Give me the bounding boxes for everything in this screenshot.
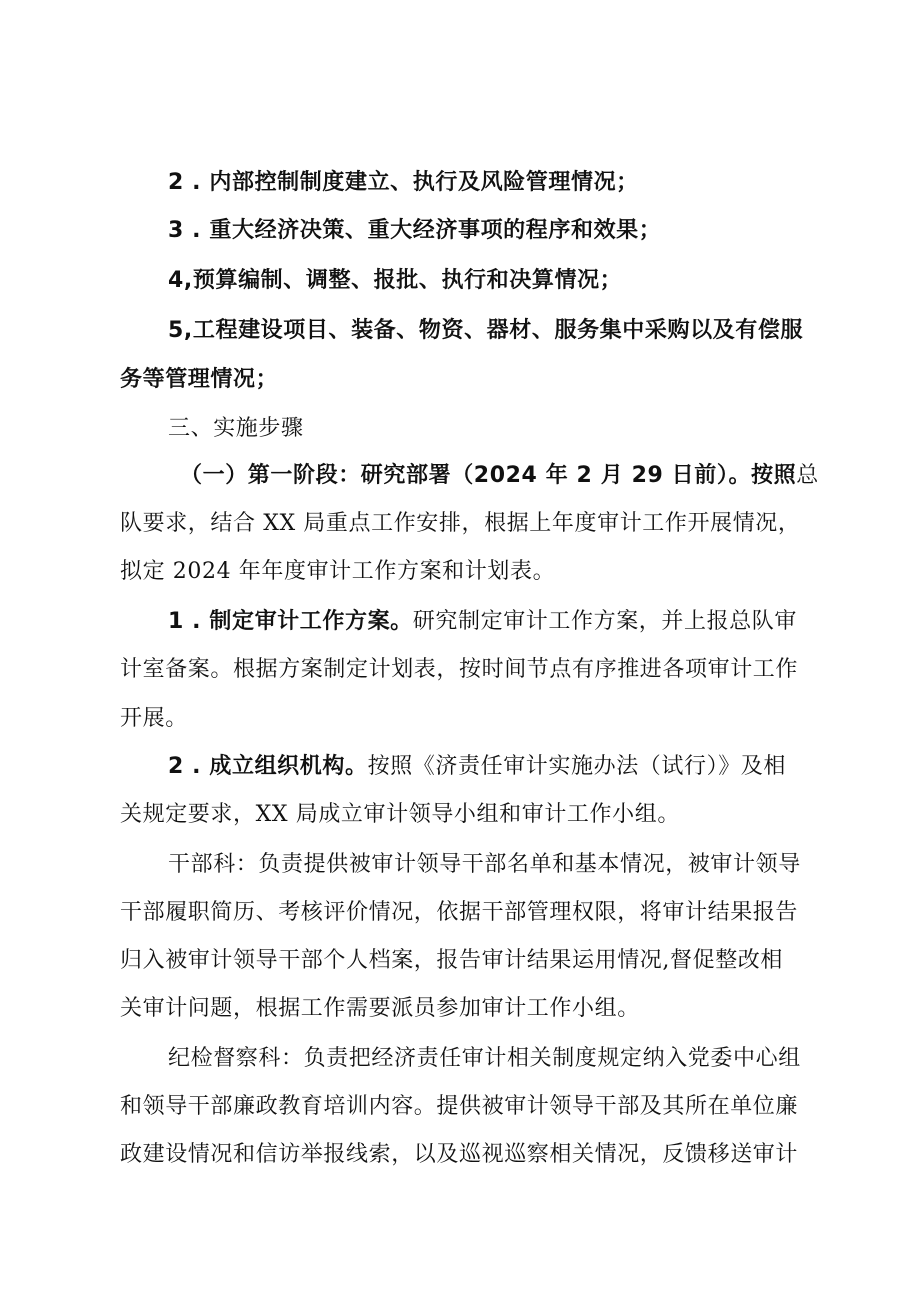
section-heading: 三、实施步骤 [168,416,304,441]
item-2-text: 按照《济责任审计实施办法（试行）》及相 [367,754,786,779]
cadre-line-1: 干部科：负责提供被审计领导干部名单和基本情况，被审计领导 [168,852,801,877]
item-2-line-2: 关规定要求，XX 局成立审计领导小组和审计工作小组。 [120,802,680,827]
discipline-line-3: 政建设情况和信访举报线索，以及巡视巡察相关情况，反馈移送审计 [120,1142,799,1167]
phase-one-line-2: 队要求，结合 XX 局重点工作安排，根据上年度审计工作开展情况， [120,511,801,536]
list-item-2: 2 . 内部控制制度建立、执行及风险管理情况； [168,170,639,195]
discipline-line-2: 和领导干部廉政教育培训内容。提供被审计领导干部及其所在单位廉 [120,1094,799,1119]
list-item-5: 5,工程建设项目、装备、物资、器材、服务集中采购以及有偿服 [168,318,804,343]
phase-one-heading: （一）第一阶段：研究部署（2024 年 2 月 29 日前）。按照 [180,463,797,488]
item-1-title: 1 . 制定审计工作方案。 [168,609,413,634]
item-2-line-1 [168,752,786,782]
item-2-title: 2 . 成立组织机构。 [168,754,368,779]
item-1-text: 研究制定审计工作方案，并上报总队审 [412,609,797,634]
list-item-3: 3 . 重大经济决策、重大经济事项的程序和效果； [168,218,662,243]
list-item-5-continued: 务等管理情况； [120,367,279,392]
cadre-line-2: 干部履职简历、考核评价情况，依据干部管理权限，将审计结果报告 [120,900,799,925]
phase-one-line-1 [180,461,819,491]
item-1-line-1 [168,607,797,637]
cadre-line-3: 归入被审计领导干部个人档案，报告审计结果运用情况,督促整改相 [120,948,783,973]
list-item-4: 4,预算编制、调整、报批、执行和决算情况； [168,268,623,293]
item-1-line-2: 计室备案。根据方案制定计划表，按时间节点有序推进各项审计工作 [120,657,799,682]
phase-one-line-3: 拟定 2024 年年度审计工作方案和计划表。 [120,559,556,584]
discipline-line-1: 纪检督察科：负责把经济责任审计相关制度规定纳入党委中心组 [168,1046,801,1071]
cadre-line-4: 关审计问题，根据工作需要派员参加审计工作小组。 [120,996,640,1021]
item-1-line-3: 开展。 [120,706,188,731]
phase-one-tail: 总 [796,463,819,488]
